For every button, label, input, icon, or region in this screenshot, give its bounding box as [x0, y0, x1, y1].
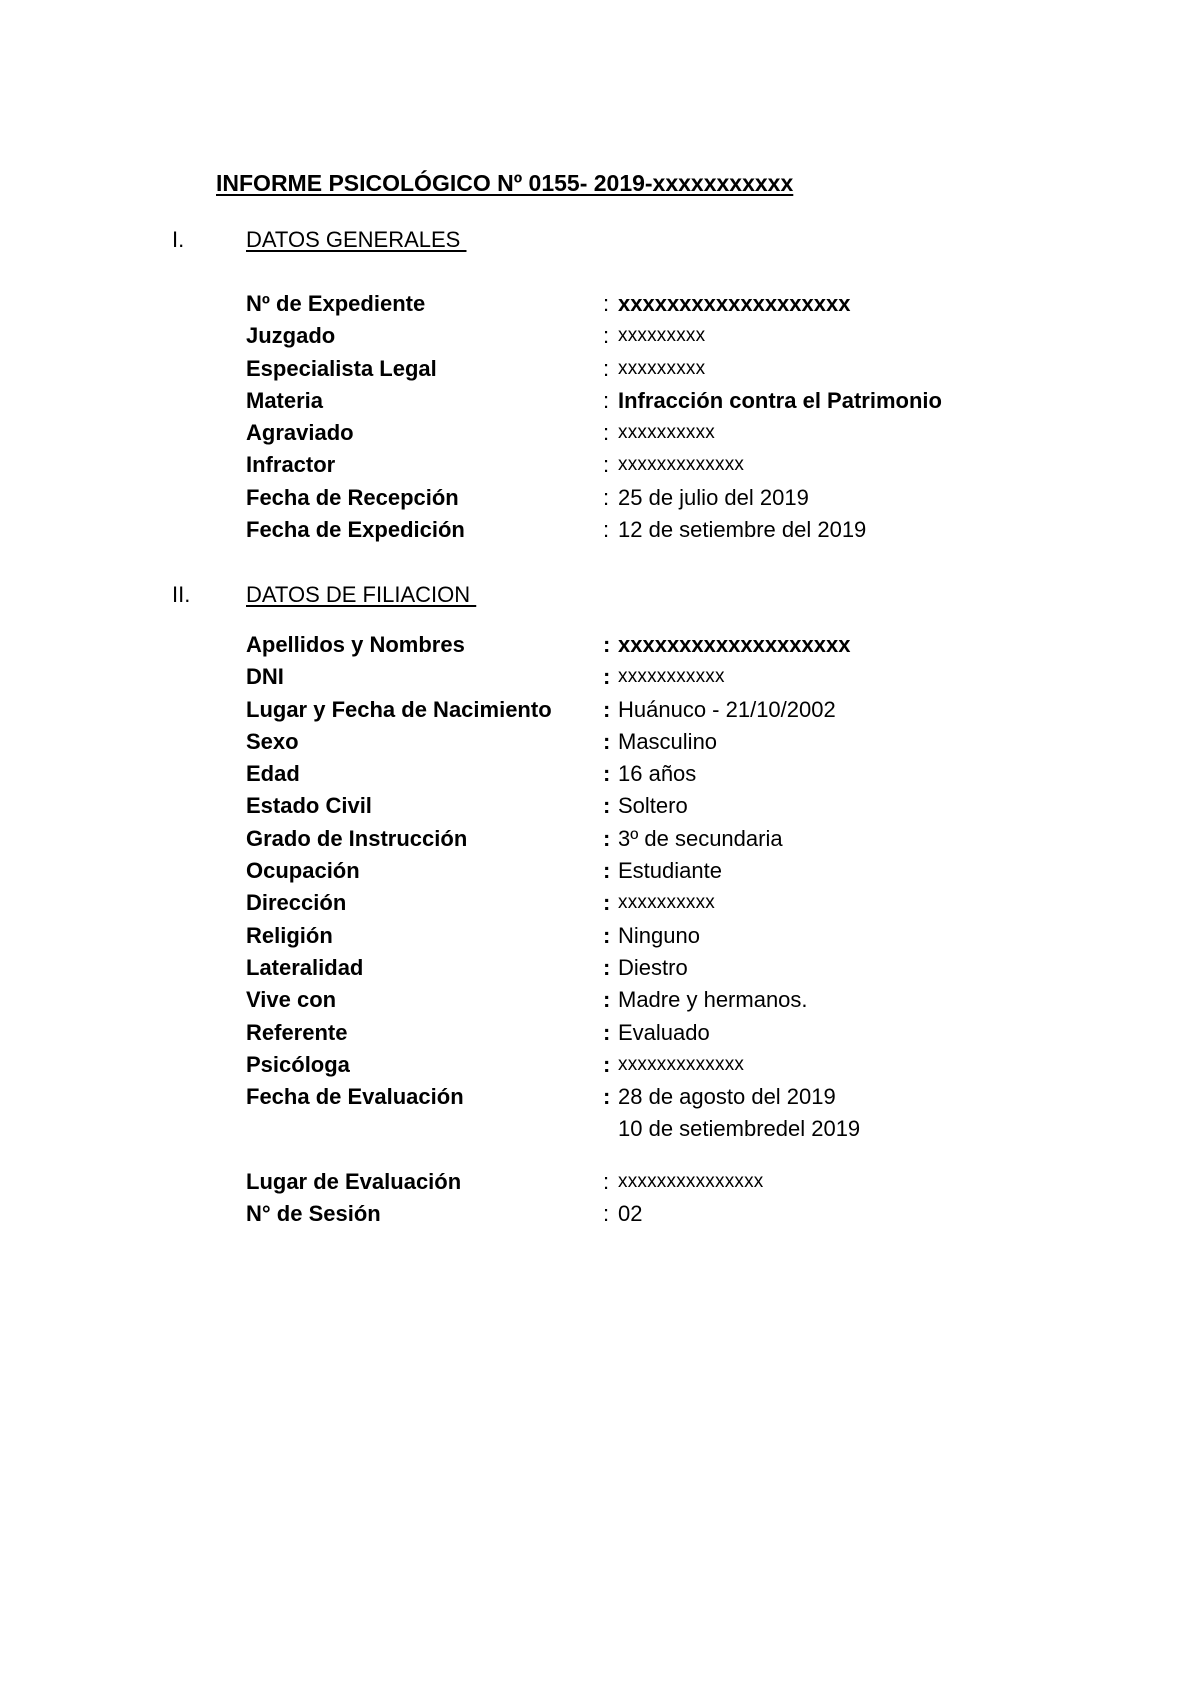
- field-label: Fecha de Evaluación: [246, 1084, 464, 1110]
- field-label: Vive con: [246, 987, 337, 1013]
- field-separator: :: [603, 323, 610, 349]
- field-value: xxxxxxxxxxxxx: [618, 454, 745, 476]
- field-value: 3º de secundaria: [618, 825, 783, 851]
- field-value-continued: 10 de setiembredel 2019: [618, 1116, 861, 1142]
- field-value: 02: [618, 1201, 643, 1227]
- field-label: Edad: [246, 761, 300, 787]
- section-heading-datos-filiacion: [0, 582, 1200, 614]
- field-value: xxxxxxxxxxxxxxxxxxx: [618, 291, 851, 316]
- field-label: Juzgado: [246, 323, 336, 349]
- field-separator: :: [603, 1201, 610, 1227]
- section-number: II.: [172, 582, 191, 607]
- field-separator: :: [603, 922, 611, 948]
- field-separator: :: [603, 1168, 610, 1194]
- section-title: DATOS GENERALES: [246, 227, 467, 252]
- document-title: INFORME PSICOLÓGICO Nº 0155- 2019-xxxxxxxxxxx: [216, 170, 794, 196]
- field-label: Especialista Legal: [246, 355, 437, 381]
- field-value: 25 de julio del 2019: [618, 484, 809, 510]
- field-label: Psicóloga: [246, 1051, 350, 1077]
- field-separator: :: [603, 420, 610, 446]
- field-separator: :: [603, 632, 611, 657]
- section-number: I.: [172, 227, 185, 252]
- field-label: Agraviado: [246, 420, 354, 446]
- field-value: 16 años: [618, 761, 697, 787]
- field-separator: :: [603, 1051, 611, 1077]
- field-label: Lugar y Fecha de Nacimiento: [246, 696, 552, 722]
- field-separator: :: [603, 858, 611, 884]
- field-label: Apellidos y Nombres: [246, 632, 465, 657]
- field-value: xxxxxxxxxxxxxxxxxxx: [618, 632, 851, 657]
- field-label: Referente: [246, 1019, 348, 1045]
- field-separator: :: [603, 987, 611, 1013]
- field-value: Masculino: [618, 728, 718, 754]
- field-label: Fecha de Recepción: [246, 484, 459, 510]
- field-separator: :: [603, 793, 611, 819]
- field-separator: :: [603, 761, 611, 787]
- field-label: Nº de Expediente: [246, 291, 426, 316]
- field-label: Materia: [246, 387, 324, 413]
- field-separator: :: [603, 484, 610, 510]
- field-value: Evaluado: [618, 1019, 710, 1045]
- field-separator: :: [603, 387, 610, 413]
- field-value: Ninguno: [618, 922, 700, 948]
- field-label: Sexo: [246, 728, 299, 754]
- field-value: Estudiante: [618, 858, 722, 884]
- field-separator: :: [603, 452, 610, 478]
- field-separator: :: [603, 1084, 611, 1110]
- field-label: Fecha de Expedición: [246, 517, 465, 543]
- field-label: Infractor: [246, 452, 336, 478]
- field-value: 12 de setiembre del 2019: [618, 517, 867, 543]
- field-separator: :: [603, 517, 610, 543]
- field-value: 28 de agosto del 2019: [618, 1084, 836, 1110]
- field-label: Estado Civil: [246, 793, 372, 819]
- field-separator: :: [603, 890, 611, 916]
- field-value: xxxxxxxxxxxxxxx: [618, 1170, 764, 1192]
- field-value: Infracción contra el Patrimonio: [618, 387, 942, 413]
- field-label: N° de Sesión: [246, 1201, 381, 1227]
- field-value: Madre y hermanos.: [618, 987, 808, 1013]
- field-value: Diestro: [618, 954, 688, 980]
- field-separator: :: [603, 825, 611, 851]
- field-separator: :: [603, 954, 611, 980]
- field-label: Lugar de Evaluación: [246, 1168, 462, 1194]
- field-value: xxxxxxxxxxxxx: [618, 1053, 745, 1075]
- section-heading-datos-generales: [0, 227, 1200, 259]
- field-separator: :: [603, 1019, 611, 1045]
- section-title: DATOS DE FILIACION: [246, 582, 477, 607]
- field-value: xxxxxxxxx: [618, 325, 706, 347]
- field-value: xxxxxxxxx: [618, 357, 706, 379]
- field-label: Grado de Instrucción: [246, 825, 468, 851]
- field-label: DNI: [246, 664, 284, 690]
- field-separator: :: [603, 728, 611, 754]
- field-value: Soltero: [618, 793, 688, 819]
- field-value: xxxxxxxxxxx: [618, 666, 725, 688]
- field-value: Huánuco - 21/10/2002: [618, 696, 836, 722]
- field-separator: :: [603, 696, 611, 722]
- field-separator: :: [603, 664, 611, 690]
- field-separator: :: [603, 291, 610, 316]
- field-value: xxxxxxxxxx: [618, 892, 715, 914]
- field-label: Lateralidad: [246, 954, 364, 980]
- field-value: xxxxxxxxxx: [618, 422, 715, 444]
- field-label: Dirección: [246, 890, 347, 916]
- field-label: Religión: [246, 922, 333, 948]
- field-label: Ocupación: [246, 858, 360, 884]
- field-separator: :: [603, 355, 610, 381]
